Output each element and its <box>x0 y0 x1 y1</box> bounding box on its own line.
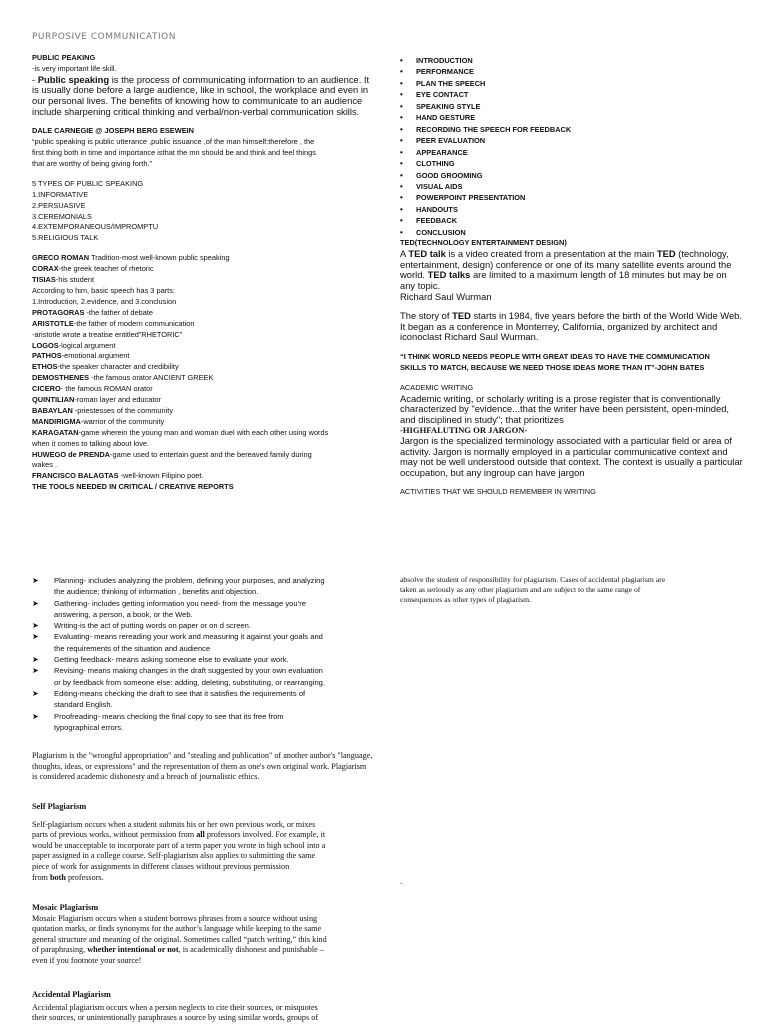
step-line: typographical errors. <box>54 722 124 732</box>
step-line: standard English. <box>54 700 113 710</box>
academic-writing-heading: ACADEMIC WRITING <box>400 382 474 392</box>
speech-element-item: • APPEARANCE <box>400 147 745 158</box>
history-desc: -warrior of the community <box>80 416 165 426</box>
history-item <box>32 275 372 286</box>
history-desc: -well-known Filipino poet. <box>118 471 204 481</box>
step-line: ➤ Getting feedback- means asking someone else to evaluate your work. <box>54 655 289 665</box>
step-line: ➤ Evaluating- means rereading your work and measuring it against your goals and <box>54 632 323 642</box>
history-item <box>32 362 372 373</box>
writing-step-item <box>32 598 377 621</box>
history-item <box>32 330 372 341</box>
history-desc: -game used to entertain guest and the bereaved family during <box>110 449 312 459</box>
carnegie-heading: DALE CARNEGIE @ JOSEPH BERG ESEWEIN <box>32 126 195 136</box>
step-line: answering, a person, a book, or the Web. <box>54 609 193 619</box>
jargon-heading: -HIGHFALUTING OR JARGON- <box>400 425 528 436</box>
history-desc: when it comes to talking about love. <box>32 438 150 448</box>
history-term: LOGOS <box>32 340 59 350</box>
writing-steps <box>32 575 377 733</box>
speech-element-item: • RECORDING THE SPEECH FOR FEEDBACK <box>400 124 745 135</box>
writing-step-item <box>32 688 377 711</box>
quote-line: “I THINK WORLD NEEDS PEOPLE WITH GREAT IDEAS TO HAVE THE COMMUNICATION <box>400 351 710 361</box>
history-desc: -the father of debate <box>84 307 154 317</box>
plagiarism-continuation: absolve the student of responsibility for plagiarism. Cases of accidental plagiarism are taken as seriously as any other plagiarism and are subject to the same range of consequences as other types of plagiarism. <box>400 575 666 605</box>
speech-element-item: • SPEAKING STYLE <box>400 101 745 112</box>
step-line: ➤ Editing-means checking the draft to see that it satisfies the requirements of <box>54 688 306 698</box>
step-line: ➤ Revising- means making changes in the draft suggested by your own evaluation <box>54 666 323 676</box>
accidental-plagiarism-heading: Accidental Plagiarism <box>32 990 111 999</box>
type-item: 3.CEREMONIALS <box>32 211 92 221</box>
history-item <box>32 341 372 352</box>
history-term: ETHOS <box>32 362 58 372</box>
quote-line: “public speaking is public utterance ,public issuance ,of the man himself:therefore , the <box>32 137 315 147</box>
speech-element-item: • HANDOUTS <box>400 204 745 215</box>
history-item <box>32 417 372 428</box>
history-item <box>32 297 372 308</box>
history-desc: -the speaker character and credibility <box>57 362 179 372</box>
history-item <box>32 406 372 417</box>
step-line: ➤ Writing-is the act of putting words on paper or on d screen. <box>54 621 251 631</box>
history-item <box>32 384 372 395</box>
speech-element-item: • CONCLUSION <box>400 227 745 238</box>
history-desc: -logical argument <box>58 340 116 350</box>
speech-element-item: • FEEDBACK <box>400 215 745 226</box>
speech-element-item: • PLAN THE SPEECH <box>400 78 745 89</box>
history-term: GRECO ROMAN <box>32 253 90 263</box>
speech-elements-list <box>400 55 745 238</box>
history-item <box>32 428 372 439</box>
public-speaking-heading: PUBLIC PEAKING <box>32 53 96 62</box>
history-item <box>32 395 372 406</box>
history-item <box>32 482 372 493</box>
public-speaking-definition: - Public speaking is the process of communicating information to an audience. It is usually done before a large audience, like in school, the workplace and even in our personal lives. The benefits of knowing how to communicate to an audience include sharpening critical thinking and verbal/non-verbal communication skills. <box>32 73 370 117</box>
history-desc: -aristotle wrote a treatise entitled”RHETORIC” <box>32 329 183 339</box>
history-term: THE TOOLS NEEDED IN CRITICAL / CREATIVE REPORTS <box>32 482 234 492</box>
step-line: the audience; thinking of information , benefits and objection. <box>54 587 259 597</box>
mosaic-plagiarism-section: Mosaic Plagiarism Mosaic Plagiarism occurs when a student borrows phrases from a source without using quotation marks, or finds synonyms for the author’s language while keeping to the same general structure and meaning of the original. Sometimes called “patch writing,” this kind of paraphrasing, whether intentional or not, is academically dishonest and punishable – even if you footnote your source! <box>32 903 392 967</box>
speech-element-item: • GOOD GROOMING <box>400 170 745 181</box>
plagiarism-line: is considered academic dishonesty and a breach of journalistic ethics. <box>32 772 260 782</box>
step-line: the requirements of the situation and audience <box>54 643 211 653</box>
history-desc: -the father of modern communication <box>73 318 195 328</box>
history-item <box>32 319 372 330</box>
quote-line: SKILLS TO MATCH, BECAUSE WE NEED THOSE IDEAS MORE THAN IT”-JOHN BATES <box>400 362 705 372</box>
writing-step-item <box>32 575 377 598</box>
step-line: ➤ Proofreading- means checking the final copy to see that its free from <box>54 711 284 721</box>
step-line: ➤ Gathering- includes getting information you need- from the message you’re <box>54 598 306 608</box>
history-item <box>32 308 372 319</box>
writing-step-item <box>32 620 377 631</box>
document-header: PURPOSIVE COMMUNICATION <box>32 32 176 42</box>
mosaic-plagiarism-heading: Mosaic Plagiarism <box>32 903 99 912</box>
step-line: ➤ Planning- includes analyzing the problem, defining your purposes, and analyzing <box>54 576 325 585</box>
speech-element-item: • HAND GESTURE <box>400 112 745 123</box>
history-term: PATHOS <box>32 351 62 361</box>
ted-definition: A TED talk is a video created from a presentation at the main TED (technology, entertainment, design) conference or one of its many satellite events around the world. TED talks are limited to a maximum length of 18 minutes but may be on any topic. Richard Saul Wurman The story of TED starts in 1984, five years before the birth of the World Wide Web. It began as a conference in Monterrey, California, organized by architect and iconoclast Richard Saul Wurman. <box>400 248 742 343</box>
history-desc: 1.Introduction, 2.evidence, and 3.conclusion <box>32 296 177 306</box>
writing-step-item <box>32 654 377 665</box>
history-desc: -the greek teacher of rhetoric <box>58 264 154 274</box>
history-desc: - the famous ROMAN orator <box>60 384 153 394</box>
history-desc: According to him, basic speech has 3 parts: <box>32 285 175 295</box>
speech-element-item: • POWERPOINT PRESENTATION <box>400 192 745 203</box>
speech-element-item: • EYE CONTACT <box>400 89 745 100</box>
history-desc: -the famous orator ANCIENT GREEK <box>89 373 214 383</box>
writing-steps-list <box>32 575 377 733</box>
writing-step-item <box>32 711 377 734</box>
step-line: or by feedback from someone else: adding, deleting, substituting, or rearranging. <box>54 677 326 687</box>
history-term: TISIAS <box>32 275 56 285</box>
type-item: 1.INFORMATIVE <box>32 189 89 199</box>
plagiarism-line: thoughts, ideas, or expressions" and the representation of them as one's own original work. Plagiarism <box>32 761 367 771</box>
writing-step-item <box>32 631 377 654</box>
speech-element-item: • VISUAL AIDS <box>400 181 745 192</box>
history-item <box>32 253 372 264</box>
type-item: 2.PERSUASIVE <box>32 200 86 210</box>
history-term: CORAX <box>32 264 59 274</box>
plagiarism-line: Plagiarism is the "wrongful appropriation" and "stealing and publication" of another author's "language, <box>32 751 373 760</box>
types-list <box>32 190 372 245</box>
history-term: MANDIRIGMA <box>32 416 81 426</box>
history-desc: -priestesses of the community <box>72 405 174 415</box>
history-term: PROTAGORAS <box>32 307 85 317</box>
self-plagiarism-section: Self Plagiarism Self-plagiarism occurs when a student submits his or her own previous work, or mixes parts of previous works, without permission from all professors involved. For example, it would be unacceptable to incorporate part of a term paper you wrote in high school into a paper assigned in a college course. Self-plagiarism also applies to submitting the same piece of work for assignments in different classes without previous permission from both professors. <box>32 802 392 883</box>
type-item: 5.RELIGIOUS TALK <box>32 233 99 243</box>
history-desc: -roman layer and educator <box>74 395 161 405</box>
speech-element-item: • PEER EVALUATION <box>400 135 745 146</box>
speech-element-item: • PERFORMANCE <box>400 66 745 77</box>
speech-element-item: • INTRODUCTION <box>400 55 745 66</box>
left-column <box>32 53 372 493</box>
history-list <box>32 253 372 493</box>
history-item <box>32 351 372 362</box>
history-term: QUINTILIAN <box>32 395 75 405</box>
history-desc: -his student <box>55 275 95 285</box>
types-heading: 5 TYPES OF PUBLIC SPEAKING <box>32 178 144 188</box>
right-column <box>400 55 745 498</box>
quote-line: that are worthy of being giving forth.” <box>32 158 152 168</box>
history-item <box>32 373 372 384</box>
self-plagiarism-heading: Self Plagiarism <box>32 802 87 811</box>
history-item <box>32 439 372 450</box>
history-item <box>32 450 372 461</box>
text-line: -is very important life skill. <box>32 63 117 73</box>
plagiarism-definition <box>32 751 392 783</box>
history-term: HUWEGO de PRENDA <box>32 449 111 459</box>
history-desc: -game wherein the young man and woman duel with each other using words <box>78 427 329 437</box>
speech-element-item: • CLOTHING <box>400 158 745 169</box>
history-desc: -emotional argument <box>61 351 130 361</box>
stray-dot: . <box>400 876 403 886</box>
writing-step-item <box>32 665 377 688</box>
ted-heading: TED(TECHNOLOGY ENTERTAINMENT DESIGN) <box>400 238 567 248</box>
activities-heading: ACTIVITIES THAT WE SHOULD REMEMBER IN WRITING <box>400 487 596 497</box>
type-item: 4.EXTEMPORANEOUS/IMPROMPTU <box>32 222 159 232</box>
history-desc: Tradition-most well-known public speaking <box>89 253 230 263</box>
history-term: ARISTOTLE <box>32 318 74 328</box>
history-term: CICERO <box>32 384 61 394</box>
accidental-plagiarism-section: Accidental Plagiarism Accidental plagiarism occurs when a person neglects to cite their sources, or misquotes their sources, or unintentionally paraphrases a source by using similar words, groups of <box>32 990 392 1024</box>
history-item <box>32 286 372 297</box>
history-term: KARAGATAN <box>32 427 79 437</box>
history-term: BABAYLAN <box>32 405 73 415</box>
history-term: DEMOSTHENES <box>32 373 90 383</box>
history-item <box>32 460 372 471</box>
quote-line: first thing both in time and importance isthat the mn should be and think and feel things <box>32 148 316 157</box>
academic-writing-text: Academic writing, or scholarly writing is a prose register that is conventionally characterized by "evidence...that the writer have been persistent, open-minded, and disciplined in study"; that prioritizes -HIGHFALUTING OR JARGON- Jargon is the specialized terminology associated with a particular field or area of activity. Jargon is normally employed in a particular communicative context and may not be well understood outside that context. The context is usually a particular occupation, but any ingroup can have jargon <box>400 394 745 479</box>
plagiarism-section <box>32 751 392 783</box>
history-desc: wakes . <box>32 460 58 470</box>
history-term: FRANCISCO BALAGTAS <box>32 471 119 481</box>
history-item <box>32 264 372 275</box>
history-item <box>32 471 372 482</box>
